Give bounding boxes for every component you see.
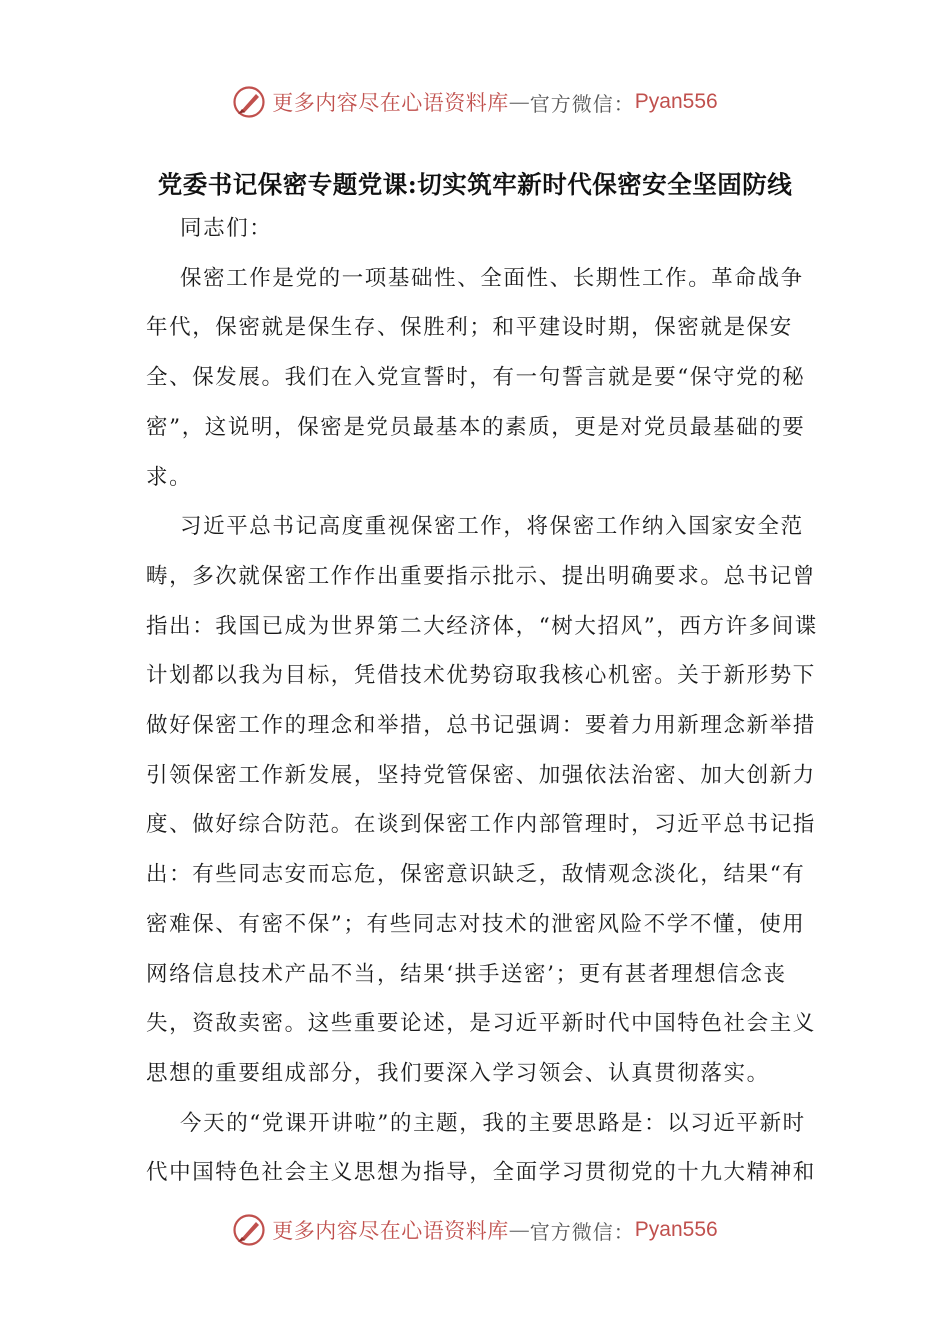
greeting: 同志们： [180,216,273,241]
header-separator: — [508,90,530,114]
header-wechat-label: 官方微信： [529,91,635,116]
pen-logo-icon [232,1213,266,1247]
document-body [146,204,822,1198]
paragraph: 保密工作是党的一项基础性、全面性、长期性工作。革命战争年代，保密就是保生存、保胜利；和平建设时期，保密就是保安全、保发展。我们在入党宣誓时，有一句誓言就是要“保守党的秘密”，这说明，保密是党员最基本的素质，更是对党员最基础的要求。 [146,265,806,490]
paragraph: 今天的“党课开讲啦”的主题，我的主要思路是：以习近平新时代中国特色社会主义思想为指导，全面学习贯彻党的十九大精神和 [146,1110,816,1186]
paragraph: 习近平总书记高度重视保密工作，将保密工作纳入国家安全范畴，多次就保密工作作出重要指示批示、提出明确要求。总书记曾指出：我国已成为世界第二大经济体，“树大招风”，西方许多间谍计划都以我为目标，凭借技术优势窃取我核心机密。关于新形势下做好保密工作的理念和举措，总书记强调：要着力用新理念新举措引领保密工作新发展，坚持党管保密、加强依法治密、加大创新力度、做好综合防范。在谈到保密工作内部管理时，习近平总书记指出：有些同志安而忘危，保密意识缺乏，敌情观念淡化，结果“有密难保、有密不保”；有些同志对技术的泄密风险不学不懂，使用网络信息技术产品不当，结果‘拱手送密’；更有甚者理想信念丧失，资敌卖密。这些重要论述，是习近平新时代中国特色社会主义思想的重要组成部分，我们要深入学习领会、认真贯彻落实。 [146,514,818,1086]
footer-wechat-label: 官方微信： [529,1219,635,1244]
header-banner [0,82,950,122]
pen-logo-icon [232,85,266,119]
footer-promo-text: 更多内容尽在心语资料库 [272,1219,509,1243]
footer-separator: — [508,1218,530,1242]
header-promo-text: 更多内容尽在心语资料库 [272,91,509,115]
footer-wechat-id: Pyan556 [634,1218,718,1241]
header-wechat-id: Pyan556 [634,90,718,113]
footer-banner [0,1210,950,1250]
document-title: 党委书记保密专题党课:切实筑牢新时代保密安全坚固防线 [157,170,793,199]
